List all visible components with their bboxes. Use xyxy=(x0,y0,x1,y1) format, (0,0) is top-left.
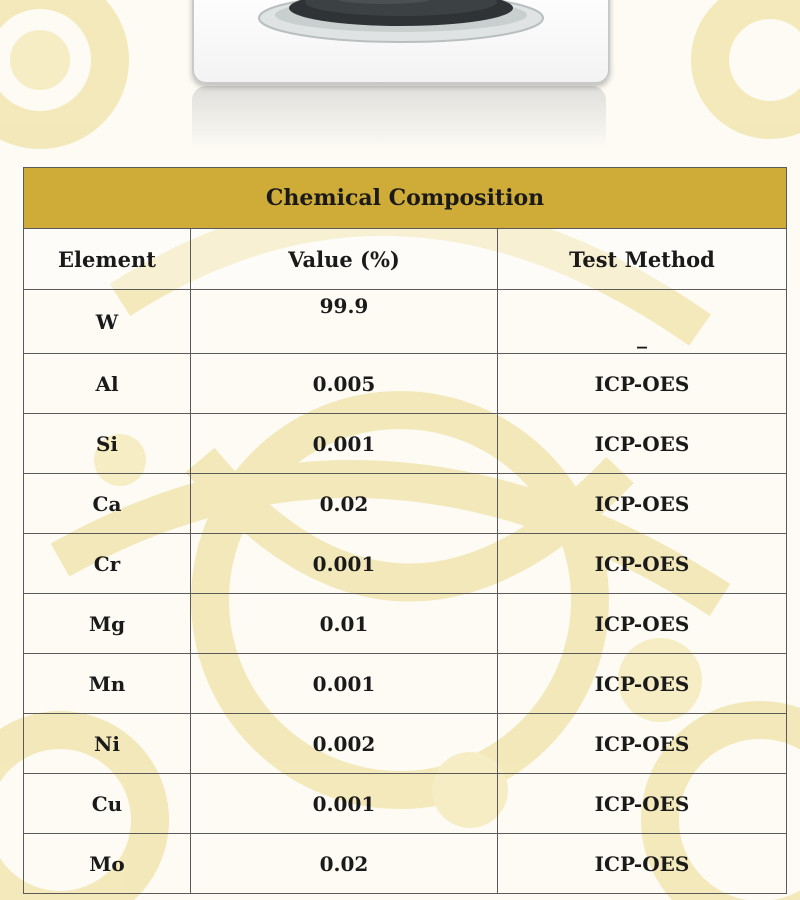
table-row xyxy=(24,534,787,594)
element-cell: Mg xyxy=(24,594,191,654)
table-title: Chemical Composition xyxy=(24,168,787,229)
method-cell: ICP-OES xyxy=(498,594,787,654)
header-value: Value (%) xyxy=(191,229,498,290)
table-row xyxy=(24,594,787,654)
value-cell: 0.02 xyxy=(191,474,498,534)
table-row xyxy=(24,290,787,354)
table-title-row xyxy=(24,168,787,229)
method-cell: ICP-OES xyxy=(498,654,787,714)
method-cell: ICP-OES xyxy=(498,414,787,474)
value-cell: 0.001 xyxy=(191,414,498,474)
value-cell: 0.02 xyxy=(191,834,498,894)
table-row xyxy=(24,354,787,414)
element-cell: Si xyxy=(24,414,191,474)
value-cell: 99.9 xyxy=(191,290,498,354)
header-element: Element xyxy=(24,229,191,290)
header-test-method: Test Method xyxy=(498,229,787,290)
element-cell: Mn xyxy=(24,654,191,714)
element-cell: Mo xyxy=(24,834,191,894)
table-row xyxy=(24,714,787,774)
value-cell: 0.005 xyxy=(191,354,498,414)
table-row xyxy=(24,834,787,894)
value-cell: 0.01 xyxy=(191,594,498,654)
element-cell: Al xyxy=(24,354,191,414)
method-cell: ICP-OES xyxy=(498,774,787,834)
method-cell: _ xyxy=(498,290,787,354)
element-cell: W xyxy=(24,290,191,354)
method-cell: ICP-OES xyxy=(498,354,787,414)
value-cell: 0.001 xyxy=(191,534,498,594)
value-cell: 0.002 xyxy=(191,714,498,774)
chemical-composition-table xyxy=(23,167,787,894)
product-image xyxy=(192,0,610,84)
table-header-row xyxy=(24,229,787,290)
tungsten-powder-dish-icon xyxy=(194,0,608,82)
element-cell: Cu xyxy=(24,774,191,834)
product-image-reflection xyxy=(192,86,606,150)
table-row xyxy=(24,474,787,534)
element-cell: Ca xyxy=(24,474,191,534)
method-cell: ICP-OES xyxy=(498,714,787,774)
method-cell: ICP-OES xyxy=(498,534,787,594)
method-cell: ICP-OES xyxy=(498,834,787,894)
table-row xyxy=(24,774,787,834)
value-cell: 0.001 xyxy=(191,654,498,714)
value-cell: 0.001 xyxy=(191,774,498,834)
table-row xyxy=(24,654,787,714)
element-cell: Ni xyxy=(24,714,191,774)
element-cell: Cr xyxy=(24,534,191,594)
table-row xyxy=(24,414,787,474)
method-cell: ICP-OES xyxy=(498,474,787,534)
